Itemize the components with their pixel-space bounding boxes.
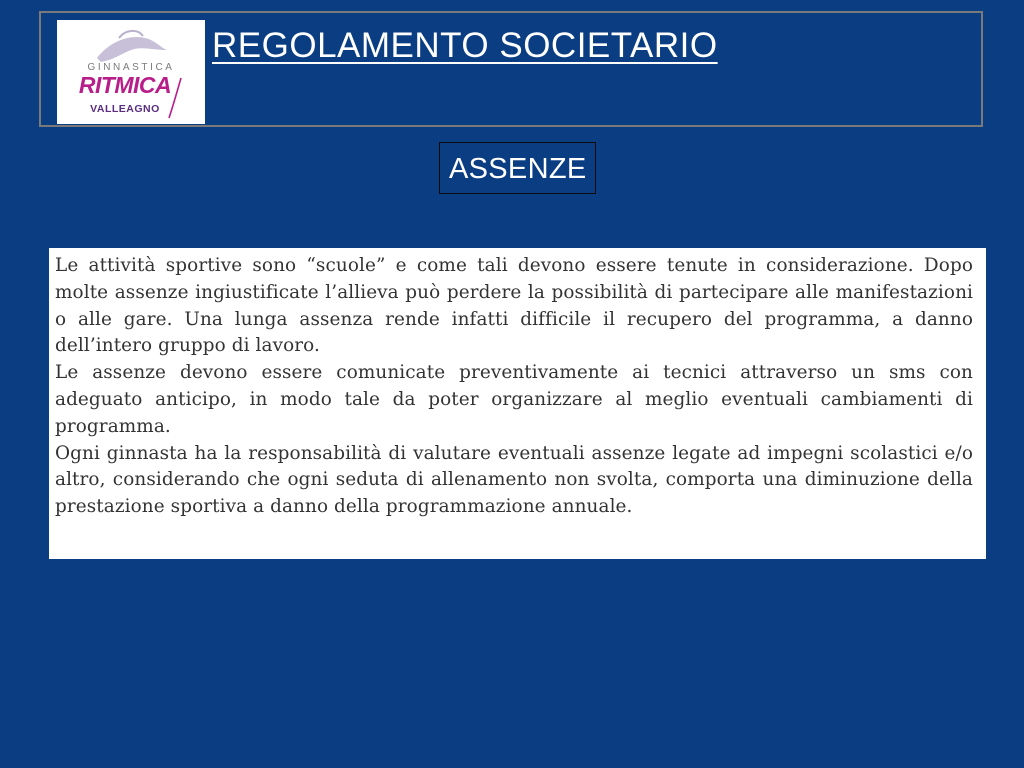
- logo-line2: RITMICA: [78, 72, 172, 98]
- paragraph-3: Ogni ginnasta ha la responsabilità di valutare eventuali assenze legate ad impegni scolastici e/o altro, considerando che ogni seduta di allenamento non svolta, comporta una diminuzione della prestazione sportiva a danno della programmazione annuale.: [55, 442, 973, 518]
- gymnast-logo-icon: [57, 20, 205, 124]
- paragraph-1: Le attività sportive sono “scuole” e come tali devono essere tenute in considerazione. Dopo molte assenze ingiustificate l’allieva può perdere la possibilità di partecipare alle manifestazioni o alle gare. Una lunga assenza rende infatti difficile il recupero del programma, a danno dell’intero gruppo di lavoro.: [55, 255, 973, 357]
- logo-line3: VALLEAGNO: [90, 103, 160, 115]
- ribbon-stroke-shape: [119, 31, 143, 38]
- page-title: REGOLAMENTO SOCIETARIO: [212, 26, 718, 65]
- club-logo: [57, 20, 205, 124]
- content-panel: [49, 248, 986, 559]
- gymnast-figure-shape: [97, 37, 167, 62]
- logo-line1: GINNASTICA: [87, 62, 175, 73]
- section-label: ASSENZE: [439, 142, 596, 194]
- paragraph-2: Le assenze devono essere comunicate preventivamente ai tecnici attraverso un sms con adeguato anticipo, in modo tale da poter organizzare al meglio eventuali cambiamenti di programma.: [55, 362, 973, 437]
